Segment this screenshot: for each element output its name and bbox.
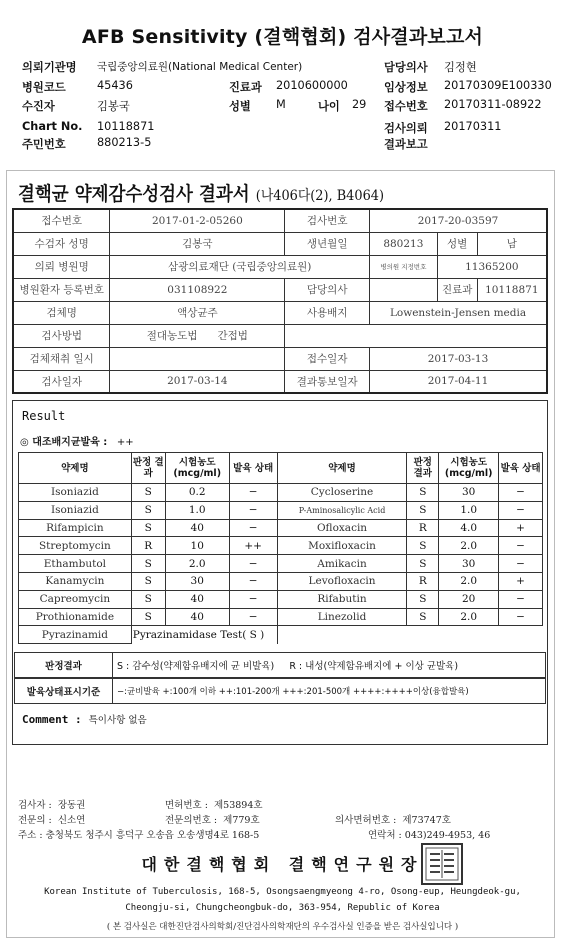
examiner: 검사자 : 장동권	[18, 800, 86, 811]
hdr-value-doctor: 김정현	[444, 61, 477, 74]
table-row	[19, 537, 543, 555]
drug-name: Isoniazid	[19, 484, 132, 502]
judgement-legend	[14, 652, 546, 678]
hdr-label-chart: Chart No.	[22, 120, 83, 133]
official-seal-icon	[420, 842, 464, 886]
drug-concentration: 30	[439, 484, 499, 502]
info-label: 병의원 지정번호	[370, 255, 438, 278]
info-value: 11365200	[437, 255, 547, 278]
drug-name: Ofloxacin	[277, 519, 407, 537]
table-row	[19, 519, 543, 537]
drug-result: S	[407, 590, 439, 608]
growth-std-text: −:균비발육 +:100개 이하 ++:101-200개 +++:201-500개 ++++:++++이상(융합발육)	[113, 679, 546, 704]
drug-name: Linezolid	[277, 608, 407, 626]
hdr-value-ssn: 880213-5	[97, 136, 152, 149]
drug-name: Rifampicin	[19, 519, 132, 537]
growth-std-label: 발육상태표시기준	[15, 679, 113, 704]
drug-name: Rifabutin	[277, 590, 407, 608]
drug-result: S	[131, 484, 165, 502]
hdr-value-patient: 김봉국	[97, 100, 130, 113]
drug-name: Levofloxacin	[277, 572, 407, 590]
hdr-label-patient: 수진자	[22, 100, 55, 113]
drug-concentration: 0.2	[165, 484, 229, 502]
drug-growth: −	[499, 501, 543, 519]
info-empty	[285, 324, 547, 347]
drug-result: S	[131, 608, 165, 626]
result-label: Result	[22, 409, 66, 423]
table-row	[19, 555, 543, 573]
drug-result: S	[131, 572, 165, 590]
page-title: AFB Sensitivity (결핵협회) 검사결과보고서	[81, 26, 484, 48]
col-header-growth: 발육 상태	[499, 453, 543, 484]
english-address-2: Cheongju-si, Chungcheongbuk-do, 363-954, Republic of Korea	[125, 903, 440, 913]
comment: Comment : 특이사항 없음	[22, 713, 147, 726]
drug-concentration: 1.0	[439, 501, 499, 519]
drug-result: S	[407, 501, 439, 519]
info-label: 결과통보일자	[285, 370, 370, 393]
hdr-label-receipt: 접수번호	[384, 100, 428, 113]
drug-name: Cycloserine	[277, 484, 407, 502]
info-value	[110, 347, 285, 370]
report-title: 결핵균 약제감수성검사 결과서 (나406다(2), B4064)	[18, 183, 384, 205]
drug-concentration: 2.0	[439, 572, 499, 590]
drug-growth: −	[229, 555, 277, 573]
drug-concentration: 4.0	[439, 519, 499, 537]
info-value: 남	[477, 232, 547, 255]
info-value: 2017-03-14	[110, 370, 285, 393]
hdr-value-dept: 2010600000	[276, 79, 348, 92]
drug-result: S	[407, 555, 439, 573]
info-value: 삼광의료재단 (국립중앙의료원)	[110, 255, 370, 278]
drug-growth: −	[229, 519, 277, 537]
drug-name: Kanamycin	[19, 572, 132, 590]
drug-concentration: 30	[165, 572, 229, 590]
drug-growth: −	[499, 590, 543, 608]
association-name: 대한결핵협회 결핵연구원장	[141, 855, 424, 874]
drug-result: S	[407, 537, 439, 555]
drug-concentration: 20	[439, 590, 499, 608]
hdr-value-chart: 10118871	[97, 120, 155, 133]
drug-result: S	[407, 608, 439, 626]
drug-growth: −	[229, 572, 277, 590]
drug-result: R	[407, 519, 439, 537]
info-label: 사용배지	[285, 301, 370, 324]
hdr-label-doctor: 담당의사	[384, 61, 428, 74]
drug-result: S	[131, 590, 165, 608]
drug-concentration: 2.0	[439, 608, 499, 626]
drug-concentration: 40	[165, 519, 229, 537]
table-row	[19, 501, 543, 519]
info-value: 2017-20-03597	[370, 209, 547, 232]
drug-result: R	[131, 537, 165, 555]
drug-sensitivity-table	[18, 452, 543, 644]
drug-growth: +	[499, 519, 543, 537]
drug-growth: −	[229, 608, 277, 626]
hdr-label-request: 검사의뢰	[384, 122, 428, 135]
drug-name: Amikacin	[277, 555, 407, 573]
drug-result: R	[407, 572, 439, 590]
drug-result: S	[131, 501, 165, 519]
specialist-number: 전문의번호 : 제779호	[165, 815, 260, 826]
info-label: 검사번호	[285, 209, 370, 232]
info-label: 병원환자 등록번호	[13, 278, 110, 301]
drug-result: S	[131, 555, 165, 573]
drug-name: Prothionamide	[19, 608, 132, 626]
contact: 연락처 : 043)249-4953, 46	[368, 830, 491, 841]
info-label: 생년월일	[285, 232, 370, 255]
info-label: 접수일자	[285, 347, 370, 370]
growth-legend	[14, 678, 546, 704]
drug-name: Isoniazid	[19, 501, 132, 519]
hdr-label-clinical: 임상정보	[384, 81, 428, 94]
col-header-drug: 약제명	[277, 453, 407, 484]
drug-concentration: 40	[165, 590, 229, 608]
drug-concentration: 40	[165, 608, 229, 626]
drug-growth: −	[499, 555, 543, 573]
pyrazinamid-name: Pyrazinamid	[19, 626, 132, 644]
pyrazinamid-test: Pyrazinamidase Test( S )	[131, 626, 277, 644]
col-header-conc: 시험농도 (mcg/ml)	[165, 453, 229, 484]
drug-name: Ethambutol	[19, 555, 132, 573]
col-header-judge: 판정 결과	[407, 453, 439, 484]
english-address-1: Korean Institute of Tuberculosis, 168-5, Osongsaengmyeong 4-ro, Osong-eup, Heungdeok-gu,	[44, 887, 521, 897]
pyrazinamid-empty	[277, 626, 542, 644]
drug-name: Streptomycin	[19, 537, 132, 555]
hdr-label-sex: 성별	[229, 100, 251, 113]
drug-concentration: 10	[165, 537, 229, 555]
drug-growth: −	[499, 484, 543, 502]
drug-result: S	[407, 484, 439, 502]
table-row	[19, 484, 543, 502]
table-row	[19, 572, 543, 590]
info-label: 담당의사	[285, 278, 370, 301]
hdr-value-hospcode: 45436	[97, 79, 133, 92]
info-label: 접수번호	[13, 209, 110, 232]
info-value: 031108922	[110, 278, 285, 301]
patient-info-table	[12, 208, 548, 394]
info-value: 절대농도법 간접법	[110, 324, 285, 347]
drug-growth: −	[499, 537, 543, 555]
col-header-conc: 시험농도 (mcg/ml)	[439, 453, 499, 484]
col-header-growth: 발육 상태	[229, 453, 277, 484]
drug-name: P-Aminosalicylic Acid	[277, 501, 407, 519]
info-value: 액상균주	[110, 301, 285, 324]
hdr-value-sex: M	[276, 98, 286, 111]
hdr-value-receipt: 20170311-08922	[444, 98, 542, 111]
drug-growth: −	[229, 484, 277, 502]
col-header-judge: 판정 결과	[131, 453, 165, 484]
license: 면허번호 : 제53894호	[165, 800, 263, 811]
drug-concentration: 2.0	[439, 537, 499, 555]
hdr-label-dept: 진료과	[229, 81, 262, 94]
info-value: 10118871	[477, 278, 547, 301]
drug-concentration: 2.0	[165, 555, 229, 573]
hdr-value-institution: 국립중앙의료원(National Medical Center)	[97, 61, 303, 73]
drug-growth: −	[229, 501, 277, 519]
hdr-value-request: 20170311	[444, 120, 502, 133]
hdr-value-age: 29	[352, 98, 367, 111]
drug-concentration: 1.0	[165, 501, 229, 519]
info-value: 880213	[370, 232, 438, 255]
drug-concentration: 30	[439, 555, 499, 573]
drug-name: Moxifloxacin	[277, 537, 407, 555]
info-label: 의뢰 병원명	[13, 255, 110, 278]
certification-note: ( 본 검사실은 대한진단검사의학회/진단검사의학재단의 우수검사실 인증을 받은 검사실입니다 )	[106, 922, 459, 932]
drug-result: S	[131, 519, 165, 537]
info-value: 2017-04-11	[370, 370, 547, 393]
info-label: 수검자 성명	[13, 232, 110, 255]
hdr-label-ssn: 주민번호	[22, 138, 66, 151]
drug-growth: −	[499, 608, 543, 626]
judgement-label: 판정결과	[15, 653, 113, 678]
hdr-label-hospcode: 병원코드	[22, 81, 66, 94]
info-value: Lowenstein-Jensen media	[370, 301, 547, 324]
info-label: 검사방법	[13, 324, 110, 347]
drug-name: Capreomycin	[19, 590, 132, 608]
address: 주소 : 충청북도 청주시 흥덕구 오송읍 오송생명4로 168-5	[18, 830, 260, 841]
drug-growth: +	[499, 572, 543, 590]
info-label: 성별	[437, 232, 477, 255]
hdr-label-age: 나이	[318, 100, 340, 113]
info-label: 검체명	[13, 301, 110, 324]
doctor-license: 의사면허번호 : 제73747호	[335, 815, 451, 826]
info-label: 진료과	[437, 278, 477, 301]
col-header-drug: 약제명	[19, 453, 132, 484]
judgement-text: S : 감수성(약제함유배지에 균 비발육) R : 내성(약제함유배지에 + 이상 균발육)	[113, 653, 546, 678]
specialist: 전문의 : 신소연	[18, 815, 86, 826]
table-row	[19, 608, 543, 626]
info-value: 2017-03-13	[370, 347, 547, 370]
table-row	[19, 590, 543, 608]
info-value: 김봉국	[110, 232, 285, 255]
hdr-value-clinical: 20170309E100330	[444, 79, 552, 92]
hdr-label-report: 결과보고	[384, 138, 428, 151]
hdr-label-institution: 의뢰기관명	[22, 61, 77, 74]
info-value: 2017-01-2-05260	[110, 209, 285, 232]
info-value	[370, 278, 438, 301]
info-label: 검사일자	[13, 370, 110, 393]
drug-growth: −	[229, 590, 277, 608]
drug-growth: ++	[229, 537, 277, 555]
info-label: 검체채취 일시	[13, 347, 110, 370]
control-growth: ◎ 대조배지균발육 : ++	[20, 437, 134, 448]
